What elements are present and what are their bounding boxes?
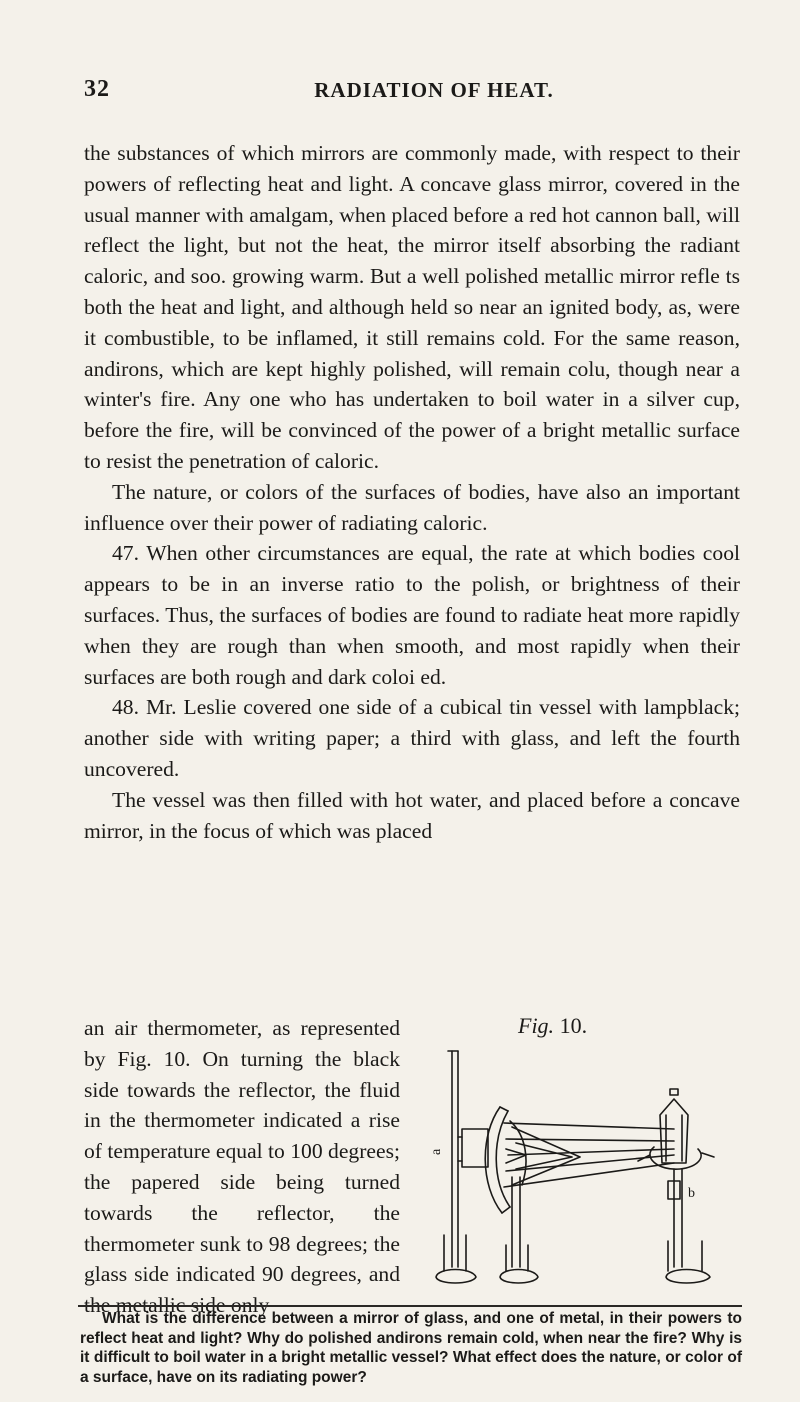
cubical-vessel [462,1129,488,1167]
figure-10 [422,1013,740,1295]
figure-letter-left: a [429,1148,444,1155]
paragraph: 48. Mr. Leslie covered one side of a cubical tin vessel with lampblack; another side with writing paper; a third with glass, and left the fourth uncovered. [84,695,740,781]
paragraph: the substances of which mirrors are commonly made, with respect to their powers of reflecting heat and light. A concave glass mirror, covered in the usual manner with amalgam, when placed before a red hot cannon ball, will reflect the light, but not the heat, the mirror itself absorbing the radiant caloric, and soo. growing warm. But a well polished metallic mirror refle ts both the heat and light, and although held so near an ignited body, as, were it combustible, to be inflamed, it still remains cold. For the same reason, andirons, which are kept highly polished, will remain colu, though near a winter's fire. Any one who has undertaken to boil water in a silver cup, before the fire, will be convinced of the power of a bright metallic surface to resist the penetration of caloric. [84,141,740,473]
paragraph: The vessel was then filled with hot water, and placed before a concave mirror, in the focus of which was placed [84,787,740,843]
body-text [84,138,740,846]
text-with-figure [84,1013,740,1318]
wrapped-paragraph [84,1013,400,1321]
footer-rule [78,1305,742,1307]
reflector-thermometer-illustration [422,1045,740,1295]
mirror-stand [512,1177,520,1267]
vessel-stand-base [436,1270,476,1284]
figure-number: 10. [559,1013,588,1038]
paragraph: an air thermometer, as represented by Fig. 10. On turning the black side towards the reflector, the fluid in the thermometer indicated a rise of temperature equal to 100 degrees; the papered side being turned towards the reflector, the thermometer sunk to 98 degrees; the glass side indicated 90 degrees, and the metallic side only [84,1016,400,1318]
figure-caption [518,1013,587,1039]
paragraph: 47. When other circumstances are equal, the rate at which bodies cool appears to be in an inverse ratio to the polish, or brightness of their surfaces. Thus, the surfaces of bodies are found to radiate heat more rapidly when they are rough than when smooth, and most rapidly when their surfaces are both rough and dark coloi ed. [84,541,740,689]
page-number: 32 [84,76,110,102]
paragraph: The nature, or colors of the surfaces of bodies, have also an important influence over their power of radiating caloric. [84,479,740,535]
running-title: RADIATION OF HEAT. [314,78,554,102]
thermometer-bulb [660,1099,688,1163]
questions-text: What is the difference between a mirror of glass, and one of metal, in their powers to reflect heat and light? Why do polished andirons remain cold, when near the fire? Why is it difficult to boil water in a bright metallic vessel? What effect does the nature, or color of a surface, have on its radiating power? [80,1310,742,1386]
figure-letter-right: b [688,1186,695,1201]
figure-label: Fig. [518,1013,555,1038]
page-header [84,76,744,110]
review-questions [80,1309,742,1387]
